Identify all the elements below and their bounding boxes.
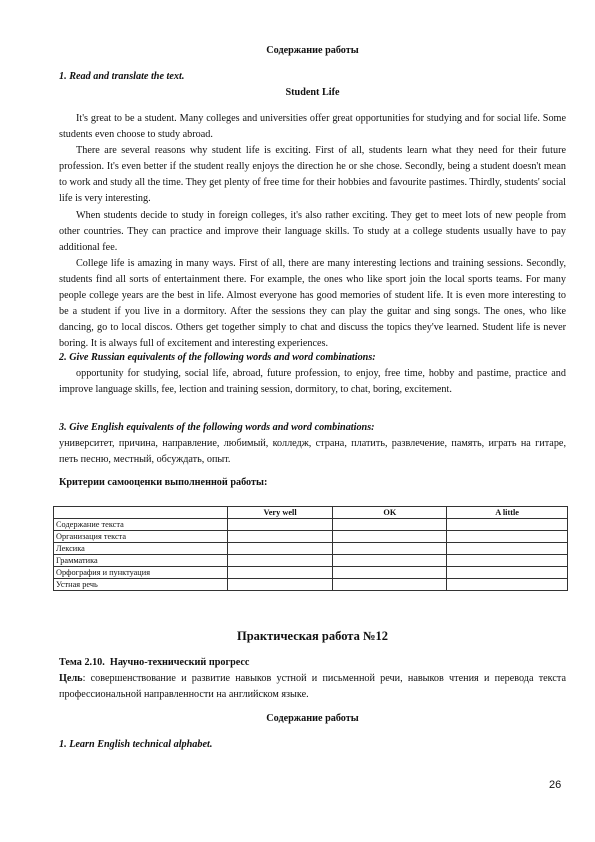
table-cell (447, 531, 568, 543)
section-heading: Содержание работы (266, 713, 359, 724)
table-row (54, 519, 568, 531)
table-cell (447, 567, 568, 579)
table-cell (227, 579, 333, 591)
table-row (54, 579, 568, 591)
table-header-cell: OK (333, 507, 447, 519)
table-cell (333, 519, 447, 531)
paragraph: It's great to be a student. Many colleges and universities offer great opportunities for studying and for social life. Some students even choose to study abroad. (59, 113, 566, 140)
topic-label: Тема 2.10. (59, 657, 105, 668)
table-cell (447, 543, 568, 555)
topic-text: Научно-технический прогресс (109, 657, 250, 668)
table-header-cell (54, 507, 228, 519)
table-cell (447, 519, 568, 531)
table-cell (227, 555, 333, 567)
paragraph: There are several reasons why student life is exciting. First of all, students learn what they need for their future profession. It's even better if the student really enjoys the direction he or she chose. Secondly, being a student doesn't mean to work and study all the time. They get plenty of free time for their hobbies and favourite pastimes. Thirdly, students' social life is very interesting. (59, 145, 566, 204)
goal-paragraph (59, 671, 566, 703)
paragraph: College life is amazing in many ways. First of all, there are many interesting lections and training sessions. Secondly, students find all sorts of entertainment there. For example, the ones who like sport join the local sports teams. For many people college years are the best in life. Almost everyone has good memories of student life. It is even more interesting to be a student if you live in a dormitory. After the sessions they can play the guitar and sing songs. The ones, who like dancing, go to local discos. Others get together simply to chat and discuss the topics they've learned. Student life is never boring. It is always full of excitement and interesting experiences. (59, 258, 566, 349)
table-cell (227, 519, 333, 531)
table-header-cell: Very well (227, 507, 333, 519)
paragraph: When students decide to study in foreign colleges, it's also rather exciting. They get to meet lots of new people from other countries. They can practice and improve their language skills. To study at a college students usually have to pay additional fee. (59, 210, 566, 253)
table-row (54, 567, 568, 579)
table-cell (447, 579, 568, 591)
table-cell (227, 567, 333, 579)
criterion-label: Орфография и пунктуация (54, 567, 228, 579)
criterion-label: Лексика (54, 543, 228, 555)
table-header-cell: A little (447, 507, 568, 519)
table-cell (333, 543, 447, 555)
task-3-heading: 3. Give English equivalents of the following words and word combinations: (59, 422, 375, 433)
next-task-heading: 1. Learn English technical alphabet. (59, 739, 213, 750)
table-header-row (54, 507, 568, 519)
task-1-heading: 1. Read and translate the text. (59, 71, 185, 82)
criterion-label: Устная речь (54, 579, 228, 591)
self-assessment-table (53, 506, 568, 591)
task-2-heading: 2. Give Russian equivalents of the following words and word combinations: (59, 352, 376, 363)
table-row (54, 543, 568, 555)
section-heading: Содержание работы (266, 45, 359, 56)
topic-line (59, 655, 249, 671)
text-title: Student Life (285, 87, 340, 98)
practical-work-title: Практическая работа №12 (236, 629, 389, 643)
goal-label: Цель (59, 673, 83, 684)
table-row (54, 531, 568, 543)
table-row (54, 555, 568, 567)
task-2-word-list: opportunity for studying, social life, abroad, future profession, to enjoy, free time, hobby and pastime, practice and improve language skills, fee, lection and training session, dormitory, to chat, boring, excitement. (59, 368, 566, 395)
table-cell (333, 567, 447, 579)
table-cell (227, 531, 333, 543)
criterion-label: Организация текста (54, 531, 228, 543)
table-cell (333, 579, 447, 591)
task-3-word-list: университет, причина, направление, любимый, колледж, страна, платить, развлечение, память, играть на гитаре, петь песню, местный, обсуждать, опыт. (59, 438, 566, 465)
criterion-label: Содержание текста (54, 519, 228, 531)
table-cell (447, 555, 568, 567)
page-number: 26 (549, 779, 562, 791)
criteria-heading: Критерии самооценки выполненной работы: (59, 477, 268, 488)
table-cell (333, 555, 447, 567)
goal-text: : совершенствование и развитие навыков устной и письменной речи, навыков чтения и перевода текста профессиональной направленности на английском языке. (59, 673, 566, 700)
criterion-label: Грамматика (54, 555, 228, 567)
table-cell (333, 531, 447, 543)
table-cell (227, 543, 333, 555)
